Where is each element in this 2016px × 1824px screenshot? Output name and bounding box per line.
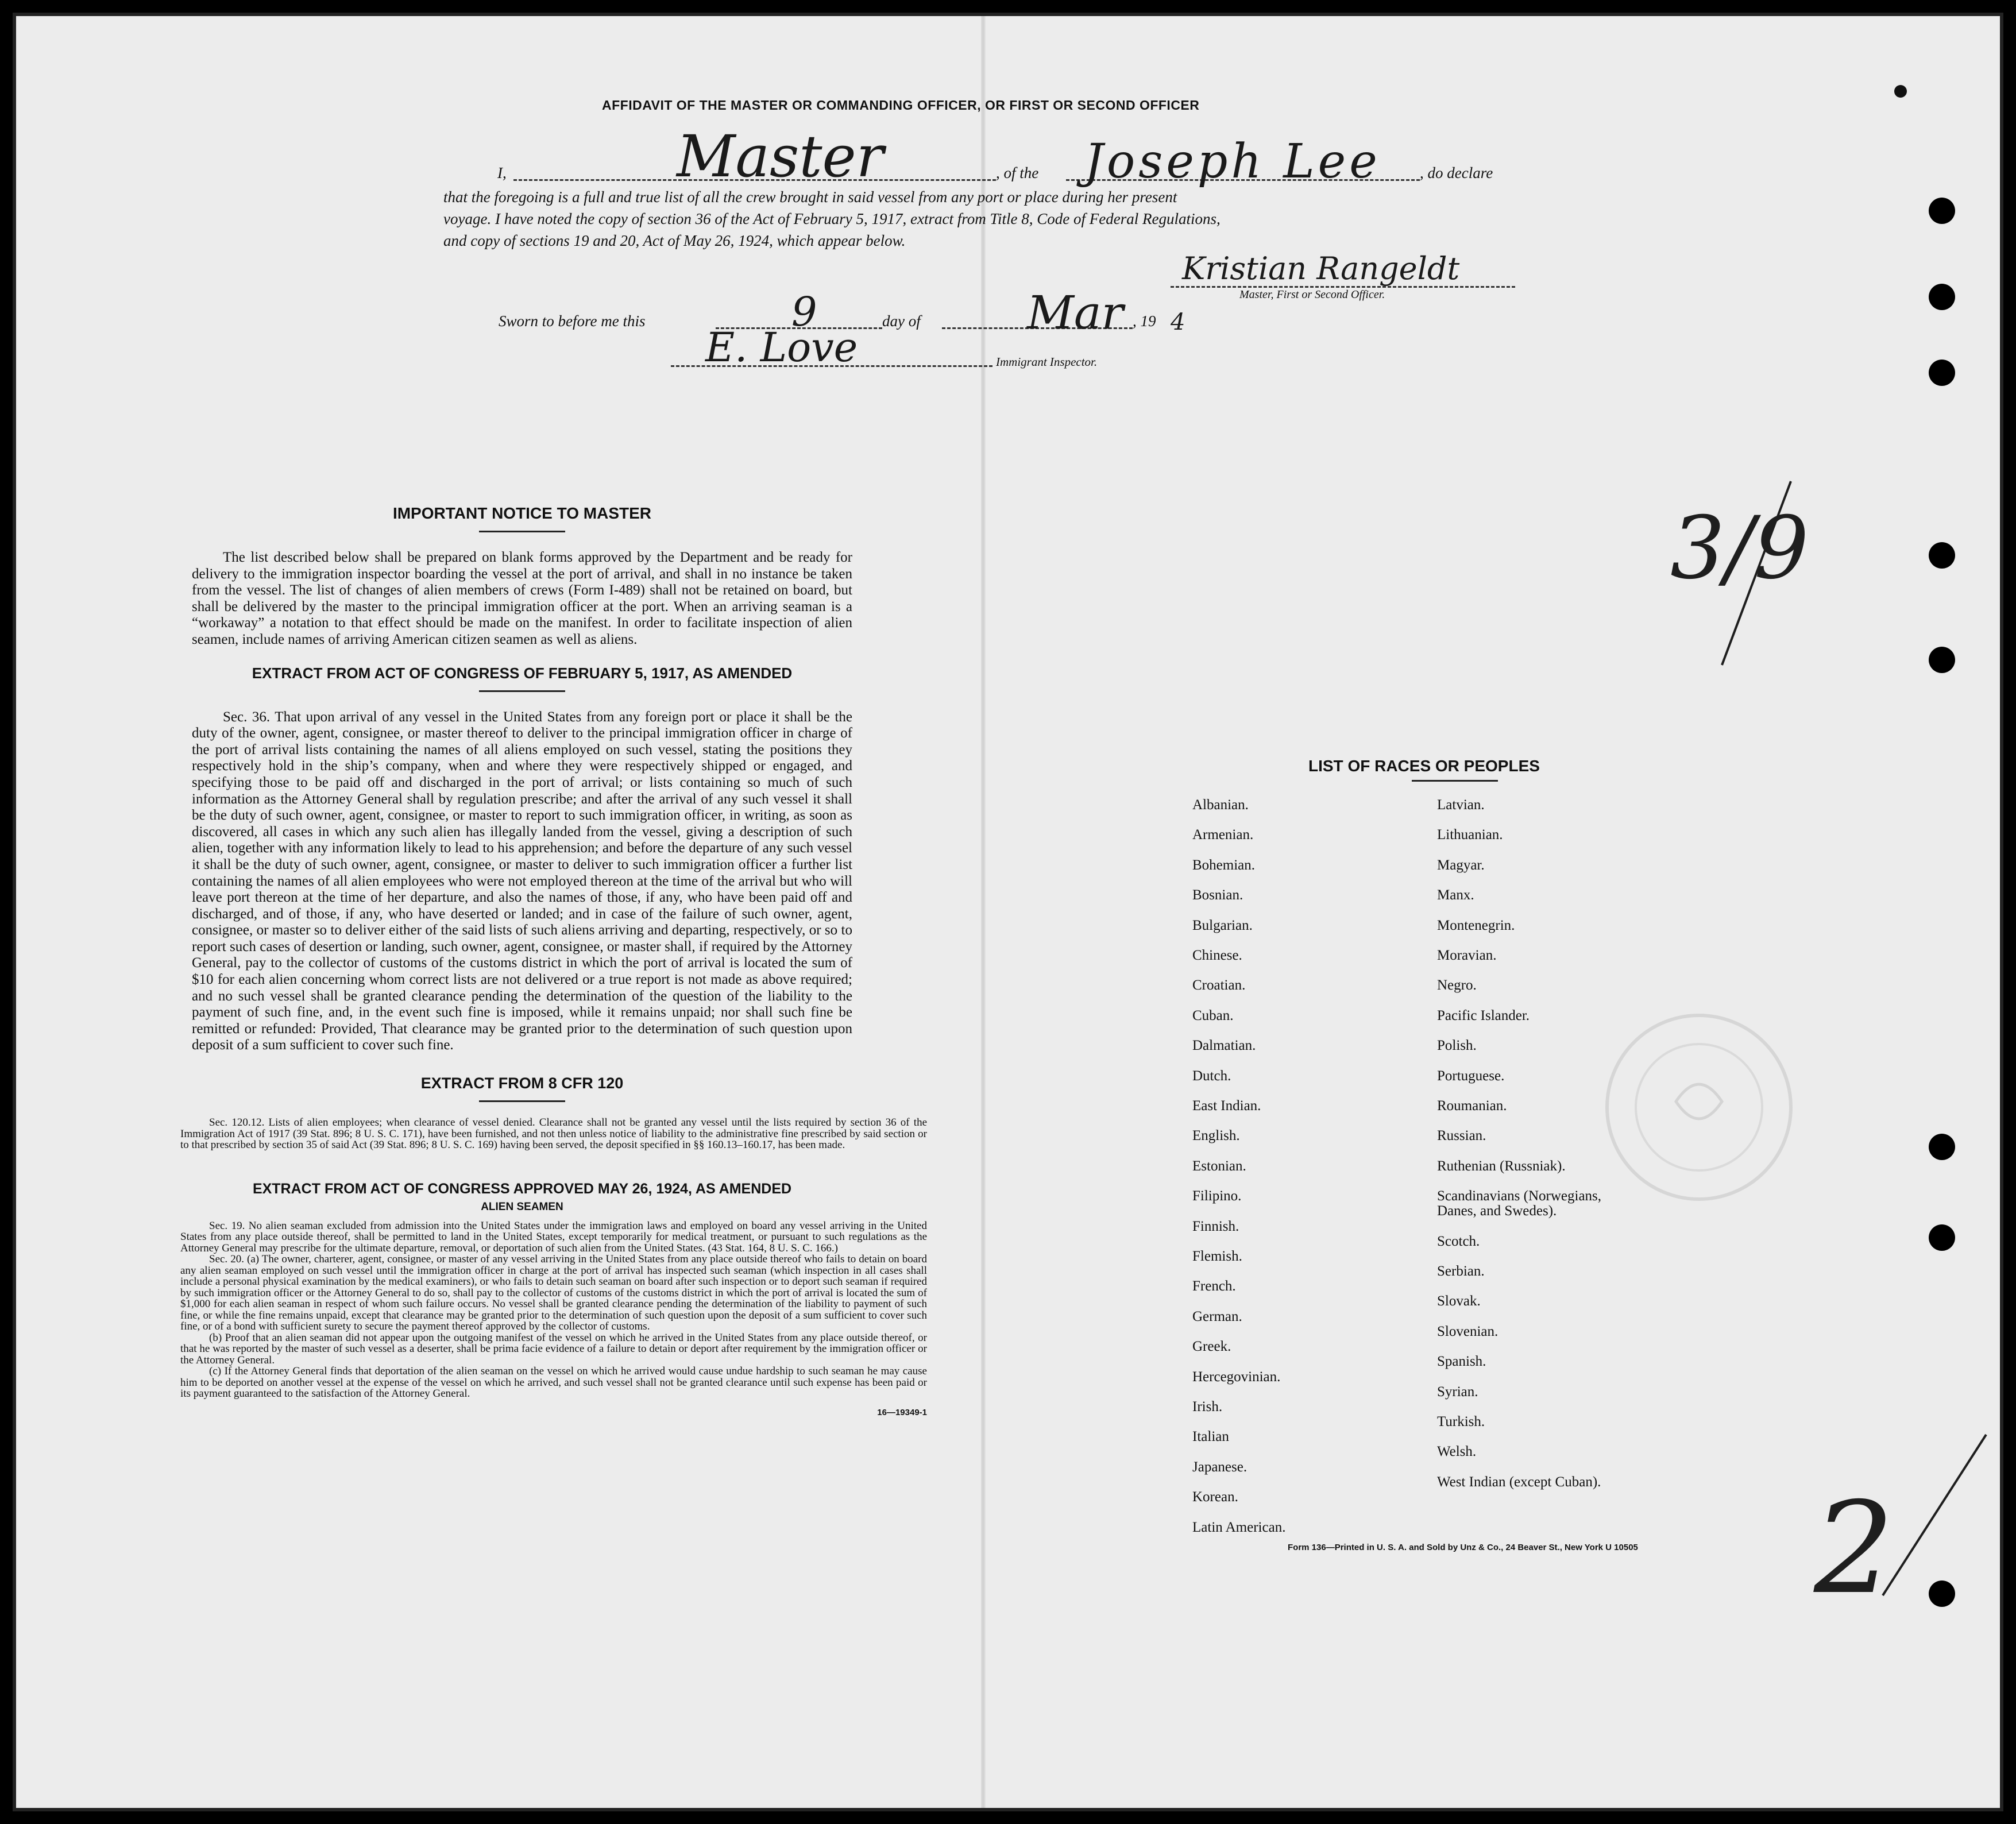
race-item: Latin American. <box>1192 1519 1286 1535</box>
affidavit-title: AFFIDAVIT OF THE MASTER OR COMMANDING OFFICER, OR FIRST OR SECOND OFFICER <box>602 98 1200 113</box>
race-item: German. <box>1192 1308 1242 1324</box>
race-item: Korean. <box>1192 1489 1238 1505</box>
punch-hole <box>1929 647 1955 673</box>
day-of-label: day of <box>882 312 921 330</box>
diagonal-stroke-icon <box>1877 1429 1992 1601</box>
punch-hole <box>1929 542 1955 569</box>
punch-hole-small <box>1894 85 1907 98</box>
race-item: Negro. <box>1437 977 1477 994</box>
extract-cfr-rule <box>479 1100 565 1102</box>
handwritten-capacity: Master <box>677 123 884 190</box>
races-rule <box>1412 780 1498 782</box>
year-prefix: , 19 <box>1133 312 1156 330</box>
race-item: Irish. <box>1192 1399 1223 1415</box>
race-item: Japanese. <box>1192 1459 1248 1475</box>
extract-1917-rule <box>479 690 565 692</box>
race-item: Cuban. <box>1192 1007 1234 1023</box>
race-item: Greek. <box>1192 1339 1231 1355</box>
notice-body: The list described below shall be prepared on blank forms approved by the Department and be ready for delivery to the immigration inspector boarding the vessel at the port of arrival, and shall in no instance be taken from the vessel. The list of changes of alien members of crews (Form I-489) shall not be retained on board, but shall be delivered by the master to the principal immigration officer at the port. When an arriving seaman is a “workaway” a notation to that effect should be made on the manifest. In order to facilitate inspection of alien seamen, include names of arriving American citizen seamen as well as aliens. <box>192 550 852 647</box>
race-item: Syrian. <box>1437 1384 1478 1400</box>
handwritten-inspector-signature: E. Love <box>705 324 858 371</box>
affidavit-line-2: that the foregoing is a full and true list of all the crew brought in said vessel from any port or place during her present <box>443 188 1177 206</box>
race-item: Russian. <box>1437 1128 1486 1144</box>
extract-1924-paragraph: Sec. 19. No alien seaman excluded from admission into the United States under the immigration laws and employed on board any vessel arriving in the United States from any place outside thereof, shall be permitted to land in the United States, except temporarily for medical treatment, or pursuant to such regulations as the Attorney General may prescribe for the ultimate departure, removal, or deportation of such alien from the United States. (43 Stat. 164, 8 U. S. C. 166.) <box>180 1219 927 1254</box>
affidavit-line-4: and copy of sections 19 and 20, Act of May 26, 1924, which appear below. <box>443 232 906 249</box>
affidavit-of-the: , of the <box>996 164 1039 181</box>
extract-1924-paragraph: Sec. 20. (a) The owner, charterer, agent, consignee, or master of any vessel arriving in the United States from any place outside thereof who fails to detain on board any alien seaman employed on such vessel until the immigration officer in charge at the port of arrival has inspected such seaman (which inspection in all cases shall include a personal physical examination by the medical examiners), or who fails to detain such seaman on board after such inspection or to deport such seaman if required by such immigration officer or the Attorney General to do so, shall pay to the collector of customs of the customs district in which the port of arrival is located the sum of $1,000 for each alien seaman in respect of whom such failure occurs. No vessel shall be granted clearance pending the determination of the liability to payment of such fine, or while the fine remains unpaid, except that clearance may be granted prior to the determination of such question upon the deposit of a sum sufficient to cover such fine, or of a bond with sufficient surety to secure the payment thereof approved by the collector of customs. <box>180 1253 927 1333</box>
race-item: Italian <box>1192 1429 1229 1445</box>
race-item: East Indian. <box>1192 1098 1261 1114</box>
race-item: Chinese. <box>1192 948 1242 963</box>
race-item: Bohemian. <box>1192 857 1256 873</box>
punch-hole <box>1929 1134 1955 1160</box>
handwritten-year: 4 <box>1171 309 1185 335</box>
race-item: Turkish. <box>1437 1414 1485 1429</box>
race-item: Flemish. <box>1192 1249 1242 1264</box>
race-item: Manx. <box>1437 887 1474 903</box>
handwritten-page-number: 3/9 <box>1670 498 1809 598</box>
notice-title: IMPORTANT NOTICE TO MASTER <box>392 504 652 522</box>
race-item: Hercegovinian. <box>1192 1369 1281 1385</box>
race-item: French. <box>1192 1278 1236 1294</box>
race-item: Dutch. <box>1192 1068 1231 1084</box>
race-item: Estonian. <box>1192 1158 1246 1174</box>
handwritten-master-signature: Kristian Rangeldt <box>1182 250 1460 287</box>
race-item: Spanish. <box>1437 1354 1486 1370</box>
race-item: Croatian. <box>1192 977 1246 994</box>
race-item: Scandinavians (Norwegians, <box>1437 1188 1602 1204</box>
punch-hole <box>1929 284 1955 310</box>
left-column <box>180 504 927 1417</box>
race-item: Filipino. <box>1192 1188 1242 1204</box>
punch-hole <box>1929 198 1955 224</box>
race-item: Polish. <box>1437 1038 1477 1054</box>
extract-1917-body: Sec. 36. That upon arrival of any vessel in the United States from any foreign port or place it shall be the duty of the owner, agent, consignee, or master thereof to deliver to the principal immigration officer in charge of the port of arrival lists containing the names of all aliens employed on such vessel, stating the positions they respectively hold in the ship’s company, when and where they were respectively shipped or engaged, and specifying those to be paid off and discharged in the port of arrival; or lists containing so much of such information as the Attorney General shall by regulation prescribe; and after the arrival of any such vessel it shall be the duty of such owner, agent, consignee, or master to report to such immigration officer, in writing, as soon as discovered, all cases in which any such alien has illegally landed from the vessel, giving a description of such alien, together with any information likely to lead to his apprehension; and before the departure of any such vessel it shall be the duty of such owner, agent, consignee, or master to deliver to such immigration officer a further list containing the names of all alien employees who were not employed thereon at the time of the arrival but who will leave port thereon at the time of her departure, and also the names of those, if any, who have been paid off and discharged, and of those, if any, who have deserted or landed; and in case of the failure of such owner, agent, consignee, or master so to deliver either of the said lists of such aliens arriving and departing, respectively, or so to report such cases of desertion or landing, such owner, agent, consignee, or master shall, if required by the Attorney General, pay to the collector of customs of the customs district in which the port of arrival is located the sum of $10 for each alien concerning whom correct lists are not delivered or a true report is not made as above required; and no such vessel shall be granted clearance pending the determination of the question of the liability to the payment of such fine, and, in the event such fine is imposed, while it remains unpaid; nor shall such fine be remitted or refunded: Provided, That clearance may be granted prior to the determination of such question upon deposit of a sum sufficient to cover such fine. <box>192 709 852 1053</box>
extract-cfr-title: EXTRACT FROM 8 CFR 120 <box>420 1075 624 1092</box>
handwritten-month: Mar <box>1027 286 1123 339</box>
extract-1924-title: EXTRACT FROM ACT OF CONGRESS APPROVED MAY 26, 1924, AS AMENDED <box>252 1180 792 1197</box>
race-item: English. <box>1192 1128 1240 1144</box>
punch-hole <box>1929 1580 1955 1607</box>
race-item: Roumanian. <box>1437 1098 1507 1114</box>
notice-rule <box>479 531 565 532</box>
handwritten-vessel-name: Joseph Lee <box>1084 134 1381 189</box>
race-item: Slovak. <box>1437 1293 1481 1309</box>
affidavit-i-label: I, <box>497 164 507 181</box>
extract-1924-paragraphs <box>180 1220 927 1400</box>
document-page <box>13 13 2003 1811</box>
sworn-label: Sworn to before me this <box>499 312 646 330</box>
signature-caption: Master, First or Second Officer. <box>1239 288 1385 301</box>
extract-1924-paragraph: (b) Proof that an alien seaman did not appear upon the outgoing manifest of the vessel on which he arrived in the United States from any place outside thereof, or that he was reported by the master of such vessel as a deserter, shall be prima facie evidence of a failure to detain or deport after requirement by the immigration officer or the Attorney General. <box>180 1331 927 1366</box>
race-item: Pacific Islander. <box>1437 1007 1530 1023</box>
race-item: Welsh. <box>1437 1444 1477 1460</box>
race-item: Magyar. <box>1437 857 1485 873</box>
center-fold <box>981 16 986 1808</box>
race-item: Albanian. <box>1192 797 1249 813</box>
race-item: Armenian. <box>1192 827 1254 843</box>
form-number: 16—19349-1 <box>877 1407 927 1417</box>
race-item: Moravian. <box>1437 948 1497 963</box>
slash-stroke-icon <box>1710 476 1797 671</box>
race-item: Bulgarian. <box>1192 917 1253 933</box>
race-item: Serbian. <box>1437 1263 1485 1279</box>
race-item: Bosnian. <box>1192 887 1243 903</box>
race-item: Finnish. <box>1192 1218 1239 1234</box>
affidavit-line-3: voyage. I have noted the copy of section 36 of the Act of February 5, 1917, extract from Title 8, Code of Federal Regulations, <box>443 210 1221 227</box>
punch-hole <box>1929 360 1955 386</box>
extract-cfr-body: Sec. 120.12. Lists of alien employees; when clearance of vessel denied. Clearance shall not be granted any vessel until the lists required by section 36 of the Immigration Act of 1917 (39 Stat. 896; 8 U. S. C. 171), have been furnished, and not then unless notice of liability to the administrative fine prescribed by said section or to that prescribed by section 35 of said Act (39 Stat. 896; 8 U. S. C. 169) having been served, the deposit specified in §§ 160.13–160.17, has been made. <box>180 1116 927 1151</box>
race-item: Ruthenian (Russniak). <box>1437 1158 1566 1174</box>
affidavit-do-declare: , do declare <box>1420 164 1493 181</box>
faded-seal-stamp <box>1590 1004 1808 1211</box>
printer-note: Form 136—Printed in U. S. A. and Sold by Unz & Co., 24 Beaver St., New York U 10505 <box>1288 1543 1638 1552</box>
race-item: Portuguese. <box>1437 1068 1505 1084</box>
race-item: Montenegrin. <box>1437 917 1515 933</box>
race-item: Scotch. <box>1437 1233 1480 1249</box>
race-item: Danes, and Swedes). <box>1437 1203 1557 1219</box>
handwritten-mark: 2 <box>1814 1475 1894 1622</box>
signature-line <box>1171 286 1515 288</box>
extract-1924-paragraph: (c) If the Attorney General finds that deportation of the alien seaman on the vessel on which he arrived would cause undue hardship to such seaman he may cause him to be deported on another vessel at the expense of the vessel on which he arrived, and such vessel shall not be granted clearance until such expense has been paid or its payment guaranteed to the satisfaction of the Attorney General. <box>180 1365 927 1400</box>
race-item: West Indian (except Cuban). <box>1437 1474 1601 1490</box>
punch-hole <box>1929 1224 1955 1251</box>
race-item: Latvian. <box>1437 797 1485 813</box>
race-item: Slovenian. <box>1437 1323 1499 1339</box>
race-item: Dalmatian. <box>1192 1038 1256 1054</box>
extract-1917-title: EXTRACT FROM ACT OF CONGRESS OF FEBRUARY 5, 1917, AS AMENDED <box>252 664 793 682</box>
race-item: Lithuanian. <box>1437 827 1503 843</box>
handwritten-day: 9 <box>791 288 817 335</box>
races-title: LIST OF RACES OR PEOPLES <box>1308 757 1540 775</box>
extract-1924-subtitle: ALIEN SEAMEN <box>481 1200 563 1213</box>
inspector-caption: Immigrant Inspector. <box>996 355 1098 369</box>
